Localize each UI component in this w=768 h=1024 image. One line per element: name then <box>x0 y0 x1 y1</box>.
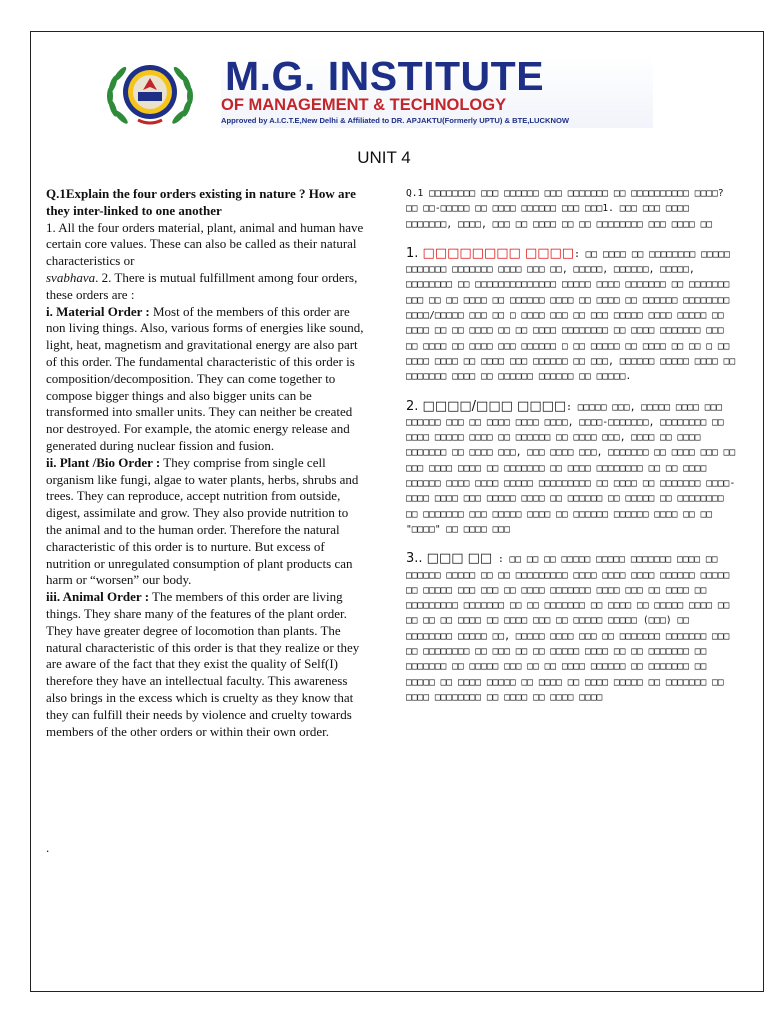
animal-order-paragraph <box>46 589 366 740</box>
hindi-animal-text: : □□ □□ □□ □□□□□ □□□□□ □□□□□□□ □□□□ □□ □□□□□□ □□□□□ □□ □□ □□□□□□□□□ □□□□ □□□□ □□□□ □□□□□□ □□□□□ □□ □□□□□ □□□ □□□ □□ □□□□ □□□□□□□ □□□□ □□□ □□ □□□□ □□ □□□□□□□□□ □□□□□□□ □□ □□ □□□□□□□ □□ □□□□ □□ □□□□□ □□□□ □□ □□ □□ □□ □□□□ □□ □□□□ □□□ □□ □□□□□ □□□□□ (□□□) □□ □□□□□□□□ □□□□□ □□, □□□□□ □□□□ □□□ □□ □□□□□□□ □□□□□□□ □□□ □□ □□□□□□□□ □□ □□□ □□ □□ □□□□□ □□□□ □□ □□ □□□□□□□ □□ □□□□□□□ □□ □□□□□ □□□ □□ □□ □□□□ □□□□□□ □□ □□□□□□□ □□ □□□□□ □□ □□□□ □□□□□ □□ □□□□ □□ □□□□ □□□□□ □□ □□□□□□□ □□ □□□□ □□□□□□□□ □□ □□□□ □□ □□□□ □□□□ <box>406 554 730 703</box>
hindi-column <box>406 186 736 705</box>
institute-banner <box>96 53 656 128</box>
banner-text <box>221 53 653 128</box>
hindi-question-paragraph: Q.1 □□□□□□□□ □□□ □□□□□□ □□□ □□□□□□□ □□ □□□□□□□□□□ □□□□? □□ □□-□□□□□ □□ □□□□ □□□□□□ □□□ □□□1. □□□ □□□ □□□□ □□□□□□□, □□□□, □□□ □□ □□□□ □□ □□ □□□□□□□□ □□□ □□□□ □□ <box>406 188 724 230</box>
hindi-plant-text: : □□□□□ □□□, □□□□□ □□□□ □□□ □□□□□□ □□□ □□ □□□□ □□□□ □□□□, □□□□-□□□□□□□, □□□□□□□□ □□ □□□□ □□□□□ □□□□ □□ □□□□□□ □□ □□□□ □□□, □□□□ □□ □□□□ □□□□□□□ □□ □□□□ □□□, □□□ □□□□ □□□, □□□□□□□ □□ □□□□ □□□ □□ □□□ □□□□ □□□□ □□ □□□□□□□ □□ □□□□ □□□□□□□□ □□ □□ □□□□ □□□□□□ □□□□ □□□□ □□□□□ □□□□□□□□□ □□ □□□□ □□ □□□□□□□ □□□□-□□□□ □□□□ □□□ □□□□□ □□□□ □□ □□□□□□ □□ □□□□□ □□ □□□□□□□□ □□ □□□□□□□ □□□ □□□□□ □□□□ □□ □□□□□□ □□□□□□ □□□□ □□ □□ "□□□□" □□ □□□□ □□□ <box>406 401 736 535</box>
institute-name: M.G. INSTITUTE <box>225 53 545 99</box>
animal-order-label: iii. Animal Order : <box>46 589 150 605</box>
hindi-plant-paragraph <box>406 399 736 538</box>
animal-order-text: The members of this order are living things. They share many of the features of the plant order. They have greater degree of locomotion than plants. The natural characteristic of this order is that they realize or they are aware of the fact that they exist the quality of Self(I) therefore they have an intellectual faculty. This awareness also brings in the excess which is cruelty as they know that they can fulfill their needs by violence and cruelty towards members of the other orders or within their own order. <box>46 589 360 739</box>
approval-line: Approved by A.I.C.T.E,New Delhi & Affiliated to DR. APJAKTU(Formerly UPTU) & BTE,LUCKNOW <box>221 116 570 125</box>
hindi-animal-paragraph <box>406 551 736 705</box>
hindi-material-number: 1. <box>406 245 423 261</box>
material-order-label: i. Material Order : <box>46 303 150 319</box>
material-order-text: Most of the members of this order are non living things. Also, various forms of energies like sound, light, heat, magnetism and gravitational energy are also part of this order. The fundamental characteristic of this order is composition/decomposition. They can come together to compose bigger things and also bigger units can be transformed into smaller units. They can neither be created nor destroyed. For example, the atomic energy release and generated during nuclear fission and fusion. <box>46 303 364 453</box>
intro-text-2: . 2. There is mutual fulfillment among four orders, these orders are : <box>46 269 358 302</box>
intro-svabhava: svabhava <box>46 269 96 285</box>
intro-text-1: 1. All the four orders material, plant, animal and human have certain core values. These can also be called as their natural characteristics or <box>46 219 364 269</box>
material-order-paragraph <box>46 304 366 455</box>
plant-order-label: ii. Plant /Bio Order : <box>46 454 161 470</box>
plant-order-text: They comprise from single cell organism like fungi, algae to water plants, herbs, shrubs and trees. They can reproduce, accept nutrition from outside, digest, assimilate and grow. They also provide nutrition to the animal and to the human order. Therefore the natural characteristic of this order is to nurture. But excess of nutrition or unregulated consumption of plant products can harm or “worsen” our body. <box>46 454 359 588</box>
hindi-material-paragraph <box>406 246 736 385</box>
intro-paragraph <box>46 220 366 304</box>
hindi-animal-heading: □□□ □□ <box>426 551 493 567</box>
plant-order-paragraph <box>46 455 366 589</box>
hindi-plant-number: 2. <box>406 398 423 414</box>
english-column <box>46 186 366 740</box>
hindi-material-text: : □□ □□□□ □□ □□□□□□□□ □□□□□ □□□□□□□ □□□□□□□ □□□□ □□□ □□, □□□□□, □□□□□□, □□□□□, □□□□□□□□ □□ □□□□□□□□□□□□□□ □□□□□ □□□□ □□□□□□□ □□ □□□□□□□ □□□ □□ □□ □□□□ □□ □□□□□□ □□□□ □□ □□□□ □□ □□□□□□ □□□□□□□□ □□□□/□□□□□ □□□ □□ □ □□□□ □□□ □□ □□□ □□□□□ □□□□ □□□□□ □□ □□□□ □□ □□ □□□□ □□ □□ □□□□ □□□□□□□□ □□ □□□□ □□□□□□□ □□□ □□ □□□□ □□ □□□□ □□□ □□□□□□ □ □□ □□□□□ □□ □□□□ □□ □□ □ □□ □□□□ □□□□ □□ □□□□ □□□ □□□□□□ □□ □□□, □□□□□□ □□□□□ □□□□ □□ □□□□□□□ □□□□ □□ □□□□□□ □□□□□□ □□ □□□□□. <box>406 248 736 383</box>
end-mark: . <box>46 840 50 855</box>
institute-subtitle: OF MANAGEMENT & TECHNOLOGY <box>221 96 507 114</box>
page-title: UNIT 4 <box>357 148 411 167</box>
hindi-animal-number: 3.. <box>406 551 427 567</box>
institute-seal-icon <box>98 60 202 126</box>
hindi-plant-heading: □□□□/□□□ □□□□ <box>422 398 567 414</box>
hindi-material-heading: □□□□□□□□ □□□□ <box>422 245 575 261</box>
question-heading: Q.1Explain the four orders existing in nature ? How are they inter-linked to one another <box>46 186 356 218</box>
